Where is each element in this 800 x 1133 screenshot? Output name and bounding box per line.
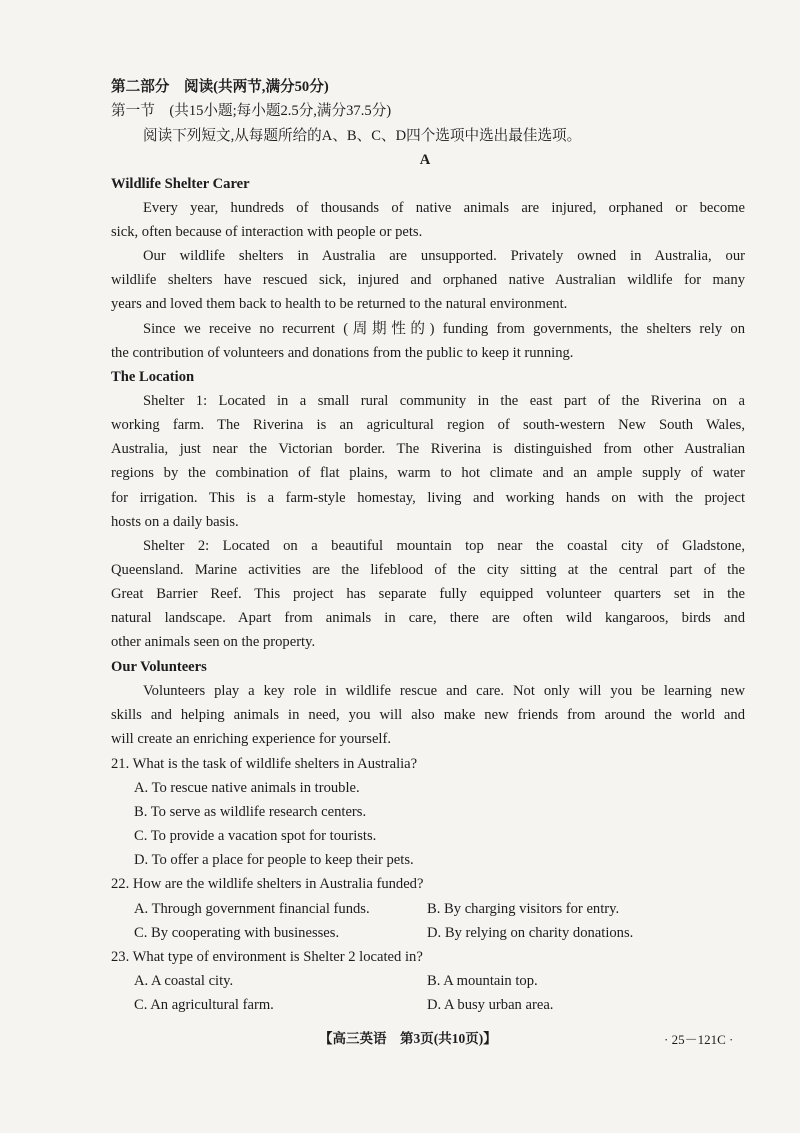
paragraph-line: the contribution of volunteers and donations from the public to keep it running. bbox=[111, 345, 574, 361]
option-a[interactable]: A. A coastal city. bbox=[134, 973, 234, 989]
passage-title: Wildlife Shelter Carer bbox=[111, 176, 250, 192]
paragraph-line: Our wildlife shelters in Australia are unsupported. Privately owned in Australia, our bbox=[143, 248, 745, 264]
paragraph-line: years and loved them back to health to be returned to the natural environment. bbox=[111, 296, 568, 312]
paragraph-line: Australia, just near the Victorian border. The Riverina is distinguished from other Australian bbox=[111, 441, 745, 457]
paragraph-line: Shelter 2: Located on a beautiful mountain top near the coastal city of Gladstone, bbox=[143, 538, 745, 554]
option-a[interactable]: A. To rescue native animals in trouble. bbox=[134, 780, 360, 796]
question-stem: 21. What is the task of wildlife shelters in Australia? bbox=[111, 756, 418, 772]
part-title: 第二部分 阅读(共两节,满分50分) bbox=[111, 79, 329, 95]
volunteers-heading: Our Volunteers bbox=[111, 659, 207, 675]
question-stem: 23. What type of environment is Shelter 2 located in? bbox=[111, 949, 423, 965]
paragraph-line: natural landscape. Apart from animals in care, there are often wild kangaroos, birds and bbox=[111, 610, 745, 626]
option-d[interactable]: D. To offer a place for people to keep their pets. bbox=[134, 852, 414, 868]
paragraph-line: will create an enriching experience for yourself. bbox=[111, 731, 391, 747]
option-d[interactable]: D. A busy urban area. bbox=[427, 997, 554, 1013]
option-c[interactable]: C. By cooperating with businesses. bbox=[134, 925, 340, 941]
paragraph-line: Since we receive no recurrent (周期性的) funding from governments, the shelters rely on bbox=[143, 321, 745, 337]
page-footer: 【高三英语 第3页(共10页)】 bbox=[319, 1031, 497, 1046]
option-a[interactable]: A. Through government financial funds. bbox=[134, 901, 370, 917]
option-b[interactable]: B. A mountain top. bbox=[427, 973, 538, 989]
instructions: 阅读下列短文,从每题所给的A、B、C、D四个选项中选出最佳选项。 bbox=[143, 128, 582, 144]
paragraph-line: for irrigation. This is a farm-style homestay, living and working hands on with the project bbox=[111, 490, 745, 506]
paragraph-line: skills and helping animals in need, you will also make new friends from around the world and bbox=[111, 707, 745, 723]
paragraph-line: regions by the combination of flat plains, warm to hot climate and an ample supply of water bbox=[111, 465, 745, 481]
paragraph-line: wildlife shelters have rescued sick, injured and orphaned native Australian wildlife for many bbox=[111, 272, 745, 288]
option-b[interactable]: B. To serve as wildlife research centers. bbox=[134, 804, 367, 820]
paragraph-line: hosts on a daily basis. bbox=[111, 514, 239, 530]
paragraph-line: Great Barrier Reef. This project has separate fully equipped volunteer quarters set in the bbox=[111, 586, 745, 602]
option-d[interactable]: D. By relying on charity donations. bbox=[427, 925, 634, 941]
paragraph-line: working farm. The Riverina is an agricultural region of south-western New South Wales, bbox=[111, 417, 745, 433]
paragraph-line: other animals seen on the property. bbox=[111, 634, 316, 650]
section-title: 第一节 (共15小题;每小题2.5分,满分37.5分) bbox=[111, 103, 392, 119]
paragraph-line: Volunteers play a key role in wildlife rescue and care. Not only will you be learning new bbox=[143, 683, 745, 699]
option-c[interactable]: C. An agricultural farm. bbox=[134, 997, 274, 1013]
paragraph-line: Queensland. Marine activities are the lifeblood of the city sitting at the central part of the bbox=[111, 562, 745, 578]
location-heading: The Location bbox=[111, 369, 195, 385]
exam-code: · 25－121C · bbox=[664, 1032, 734, 1047]
option-b[interactable]: B. By charging visitors for entry. bbox=[427, 901, 620, 917]
paragraph-line: Every year, hundreds of thousands of native animals are injured, orphaned or become bbox=[143, 200, 745, 216]
paragraph-line: Shelter 1: Located in a small rural community in the east part of the Riverina on a bbox=[143, 393, 745, 409]
option-c[interactable]: C. To provide a vacation spot for tourists. bbox=[134, 828, 377, 844]
passage-letter: A bbox=[419, 152, 431, 168]
question-stem: 22. How are the wildlife shelters in Australia funded? bbox=[111, 876, 424, 892]
paragraph-line: sick, often because of interaction with people or pets. bbox=[111, 224, 423, 240]
